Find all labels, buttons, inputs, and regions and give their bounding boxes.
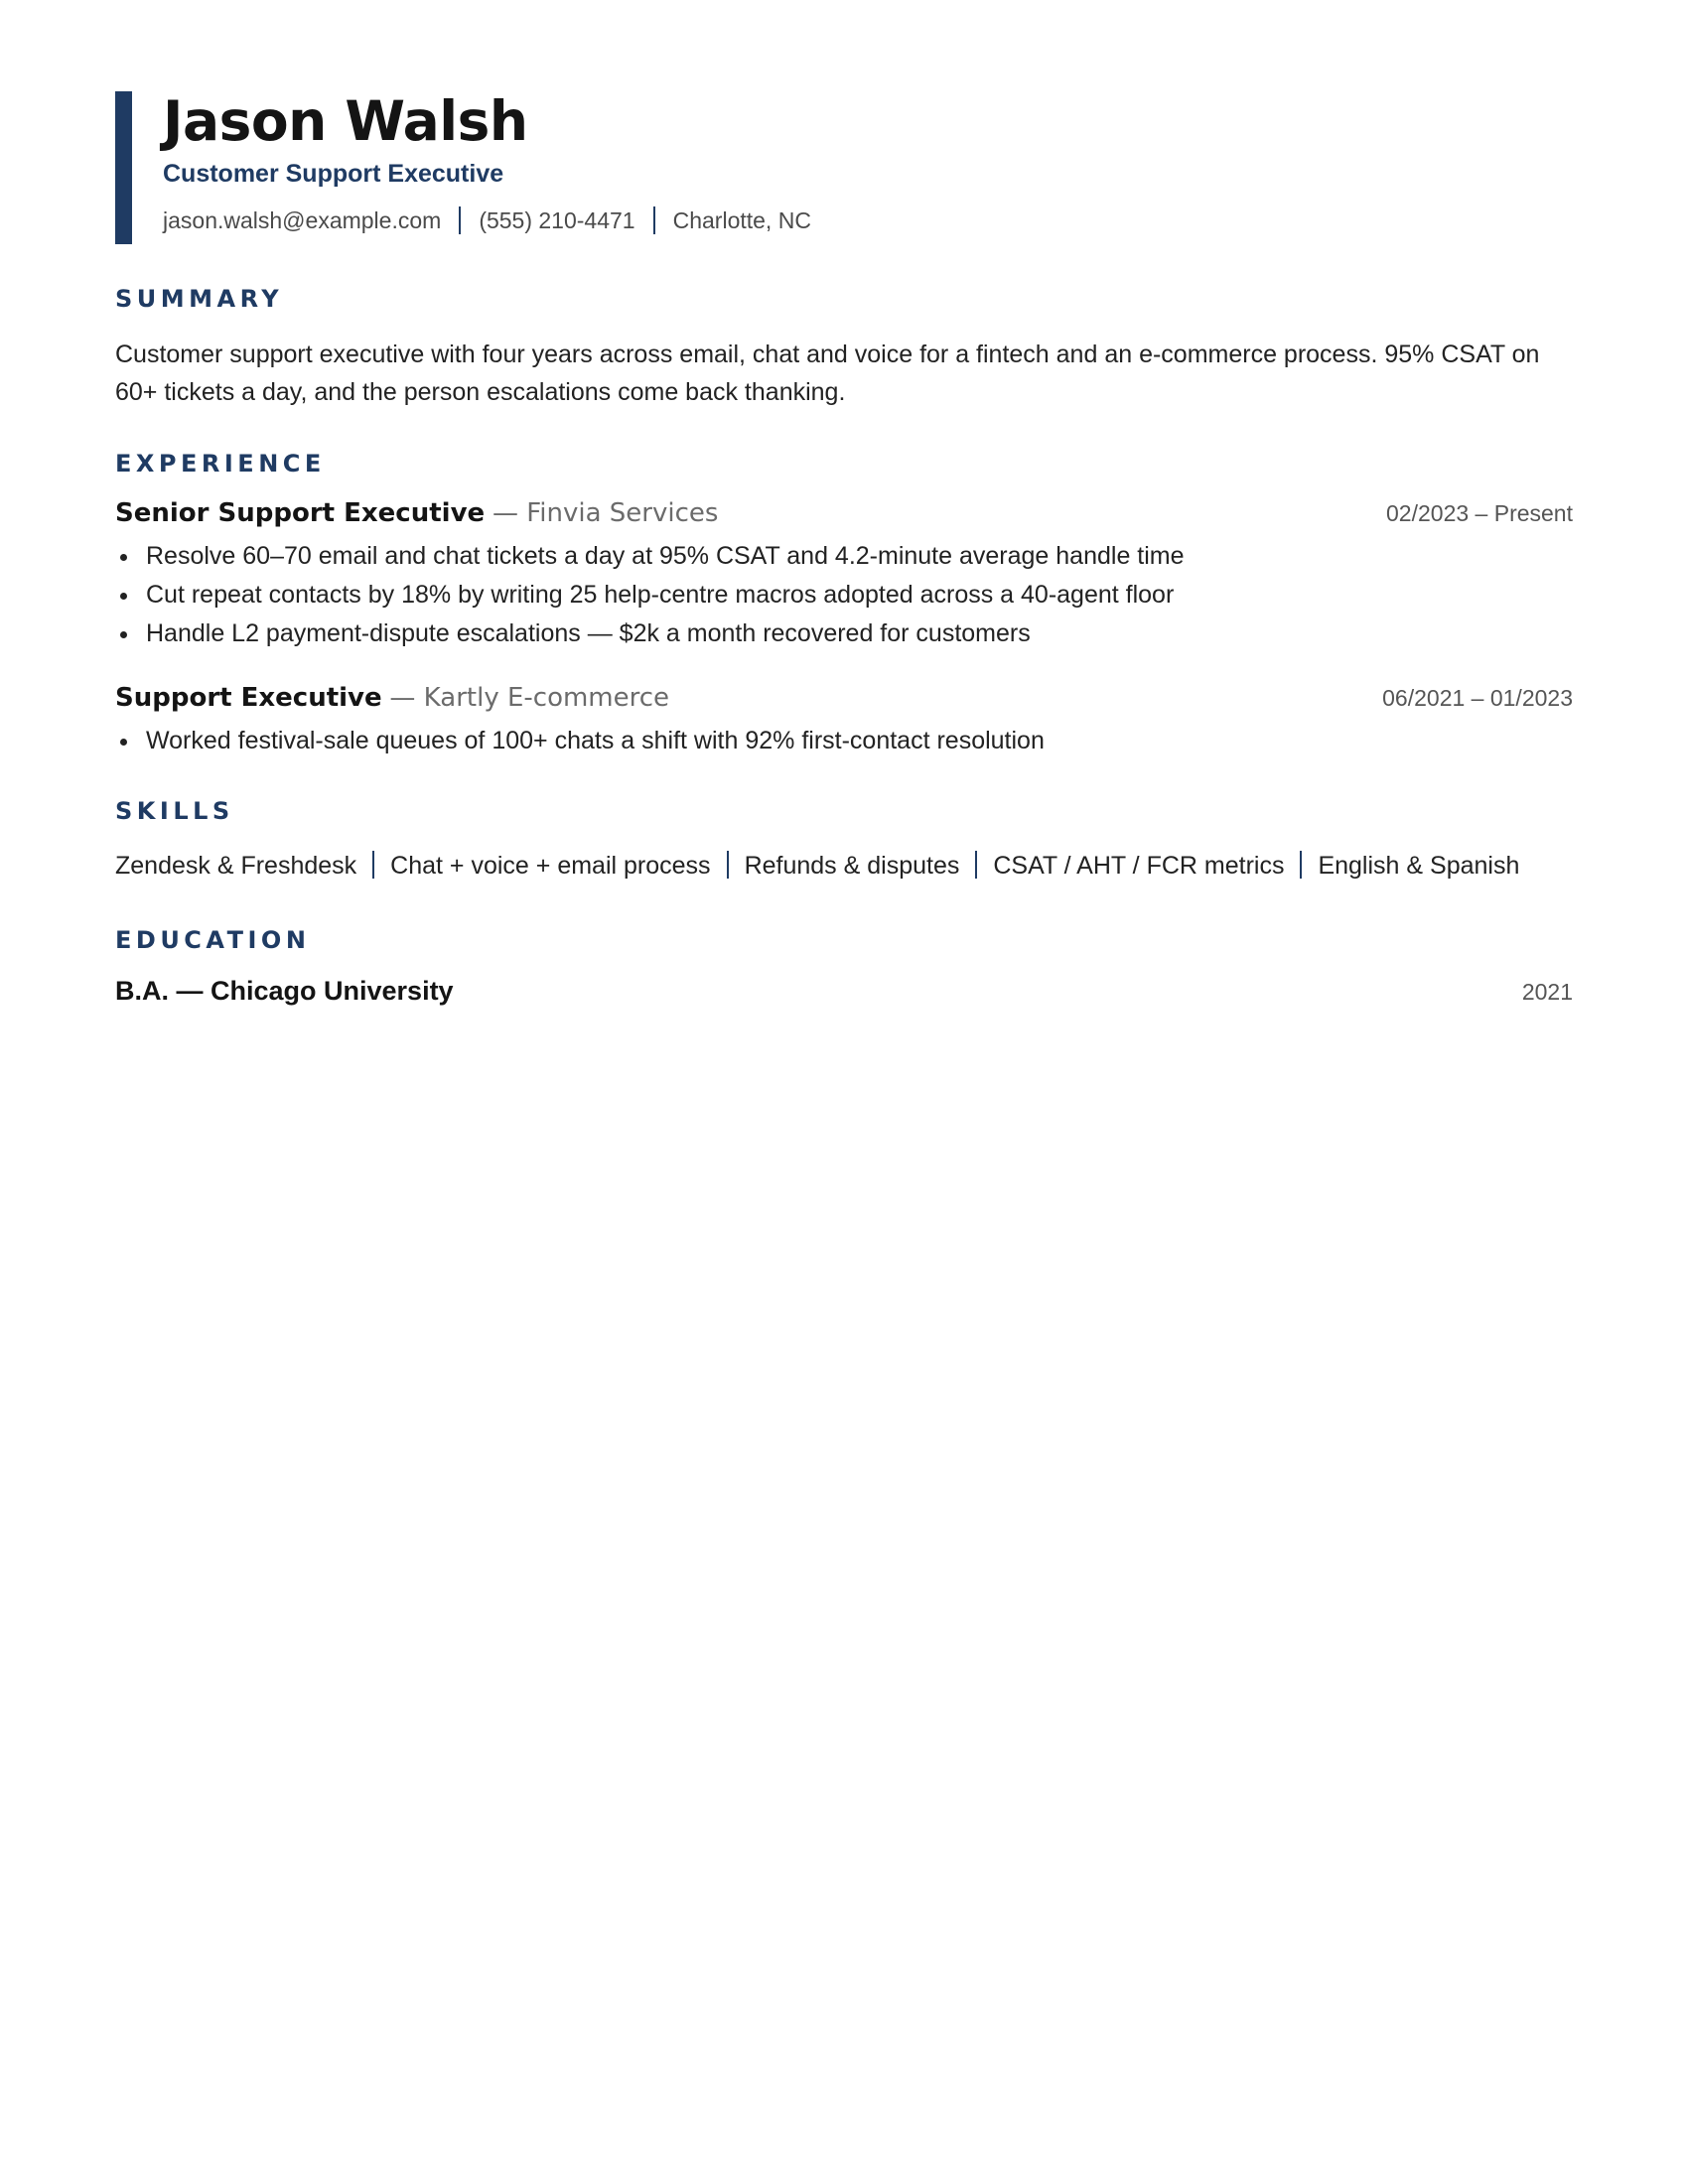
section-heading-summary: SUMMARY bbox=[115, 285, 284, 313]
skill-separator bbox=[1300, 851, 1302, 879]
resume-header bbox=[115, 91, 1573, 244]
job-bullet: Resolve 60–70 email and chat tickets a day at 95% CSAT and 4.2-minute average handle time bbox=[146, 537, 1573, 576]
section-heading-skills: SKILLS bbox=[115, 797, 234, 825]
job-bullet: Handle L2 payment-dispute escalations — $2k a month recovered for customers bbox=[146, 614, 1573, 653]
skill-item: Chat + voice + email process bbox=[390, 852, 711, 880]
contact-email[interactable]: jason.walsh@example.com bbox=[163, 207, 442, 233]
job-entry bbox=[115, 494, 1573, 653]
education-entry bbox=[115, 973, 1573, 1010]
job-role: Senior Support Executive bbox=[115, 498, 486, 528]
job-bullets bbox=[115, 722, 1573, 760]
experience-section bbox=[115, 449, 1573, 760]
skill-separator bbox=[975, 851, 977, 879]
job-title-line bbox=[115, 679, 669, 716]
job-title-line bbox=[115, 494, 718, 531]
skill-separator bbox=[372, 851, 374, 879]
education-section bbox=[115, 925, 1573, 1010]
skill-item: CSAT / AHT / FCR metrics bbox=[993, 852, 1285, 880]
header-accent-bar bbox=[115, 91, 132, 244]
contact-separator bbox=[653, 206, 655, 234]
education-year: 2021 bbox=[1521, 979, 1573, 1005]
job-dates: 06/2021 – 01/2023 bbox=[1382, 685, 1573, 711]
resume-page bbox=[115, 91, 1573, 1010]
contact-line bbox=[163, 206, 1573, 234]
job-bullets bbox=[115, 537, 1573, 653]
contact-phone[interactable]: (555) 210-4471 bbox=[479, 207, 635, 233]
candidate-title: Customer Support Executive bbox=[163, 160, 504, 188]
skill-separator bbox=[727, 851, 729, 879]
contact-separator bbox=[459, 206, 461, 234]
job-entry bbox=[115, 679, 1573, 760]
skill-item: Refunds & disputes bbox=[744, 852, 960, 880]
job-header bbox=[115, 494, 1573, 531]
candidate-name: Jason Walsh bbox=[163, 89, 528, 153]
section-heading-education: EDUCATION bbox=[115, 926, 311, 954]
skill-item: Zendesk & Freshdesk bbox=[115, 852, 357, 880]
summary-text: Customer support executive with four years across email, chat and voice for a fintech and an e-commerce process. 95% CSAT on 60+ tickets a day, and the person escalations come back thanking. bbox=[115, 341, 1540, 406]
job-bullet: Cut repeat contacts by 18% by writing 25 help-centre macros adopted across a 40-agent floor bbox=[146, 576, 1573, 614]
contact-location: Charlotte, NC bbox=[672, 207, 811, 233]
education-degree: B.A. — Chicago University bbox=[115, 976, 454, 1006]
job-bullet: Worked festival-sale queues of 100+ chats a shift with 92% first-contact resolution bbox=[146, 722, 1573, 760]
job-company: — Kartly E-commerce bbox=[389, 683, 670, 713]
summary-section bbox=[115, 284, 1573, 411]
skills-list bbox=[115, 846, 1573, 886]
job-dates: 02/2023 – Present bbox=[1386, 500, 1573, 526]
job-role: Support Executive bbox=[115, 683, 382, 713]
job-header bbox=[115, 679, 1573, 716]
section-heading-experience: EXPERIENCE bbox=[115, 450, 326, 478]
skills-section bbox=[115, 796, 1573, 886]
job-company: — Finvia Services bbox=[492, 498, 719, 528]
skill-item: English & Spanish bbox=[1318, 852, 1520, 880]
